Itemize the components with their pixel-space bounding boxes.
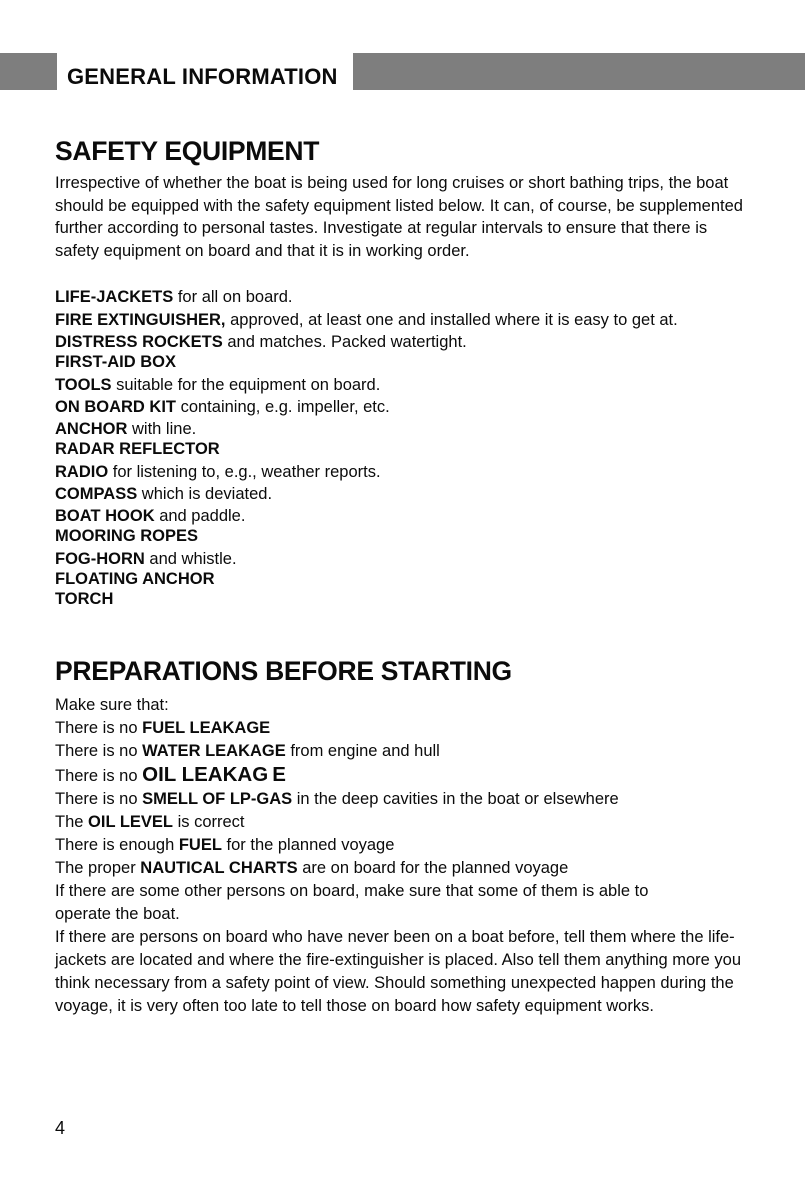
preparations-heading: PREPARATIONS BEFORE STARTING [55,655,512,686]
equipment-item-torch: TORCH [55,589,114,608]
header-bar-right [353,53,805,90]
page-section-title: GENERAL INFORMATION [67,64,338,89]
check-line-water-leakage: There is no WATER LEAKAGE from engine and hull [55,741,440,760]
equipment-item-anchor: ANCHOR with line. [55,420,197,439]
check-line-lp-gas-smell: There is no SMELL OF LP-GAS in the deep cavities in the boat or elsewhere [55,789,619,808]
header-banner [0,53,805,90]
equipment-item-distress-rockets: DISTRESS ROCKETS and matches. Packed watertight. [55,333,467,352]
check-line-fuel-amount: There is enough FUEL for the planned voyage [55,835,395,854]
equipment-item-fog-horn: FOG-HORN and whistle. [55,549,237,568]
check-line-nautical-charts: The proper NAUTICAL CHARTS are on board for the planned voyage [55,858,569,877]
equipment-item-tools: TOOLS suitable for the equipment on board. [55,375,381,394]
check-line-oil-level: The OIL LEVEL is correct [55,812,245,831]
equipment-item-radar-reflector: RADAR REFLECTOR [55,440,220,459]
page-number: 4 [55,1118,66,1138]
equipment-item-first-aid-box: FIRST-AID BOX [55,353,177,372]
check-line-fuel-leakage: There is no FUEL LEAKAGE [55,718,271,737]
note-paragraph-other-persons: If there are some other persons on board, make sure that some of them is able to operate the boat. [55,881,649,923]
equipment-item-mooring-ropes: MOORING ROPES [55,527,199,546]
equipment-item-life-jackets: LIFE-JACKETS for all on board. [55,288,293,307]
safety-equipment-list [55,286,745,610]
equipment-item-fire-extinguisher: FIRE EXTINGUISHER, approved, at least one and installed where it is easy to get at. [55,310,678,329]
preparations-checklist [55,717,745,880]
equipment-item-radio: RADIO for listening to, e.g., weather reports. [55,462,381,481]
equipment-item-compass: COMPASS which is deviated. [55,485,273,504]
equipment-item-floating-anchor: FLOATING ANCHOR [55,569,215,588]
page-content [55,136,745,1018]
equipment-item-on-board-kit: ON BOARD KIT containing, e.g. impeller, etc. [55,397,390,416]
preparations-lead: Make sure that: [55,695,169,714]
equipment-item-boat-hook: BOAT HOOK and paddle. [55,507,246,526]
safety-equipment-intro: Irrespective of whether the boat is being used for long cruises or short bathing trips, the boat should be equipped with the safety equipment listed below. It can, of course, be supplemented further according to personal tastes. Investigate at regular intervals to ensure that there is safety equipment on board and that it is in working order. [55,174,743,260]
header-bar-left [0,53,57,90]
note-paragraph-new-passengers: If there are persons on board who have never been on a boat before, tell them where the life-jackets are located and where the fire-extinguisher is placed. Also tell them anything more you think necessary from a safety point of view. Should something unexpected happen during the voyage, it is very often too late to tell those on board how safety equipment works. [55,927,742,1015]
safety-equipment-heading: SAFETY EQUIPMENT [55,136,320,166]
check-line-oil-leakage: There is no OIL LEAKAG E [55,762,286,786]
